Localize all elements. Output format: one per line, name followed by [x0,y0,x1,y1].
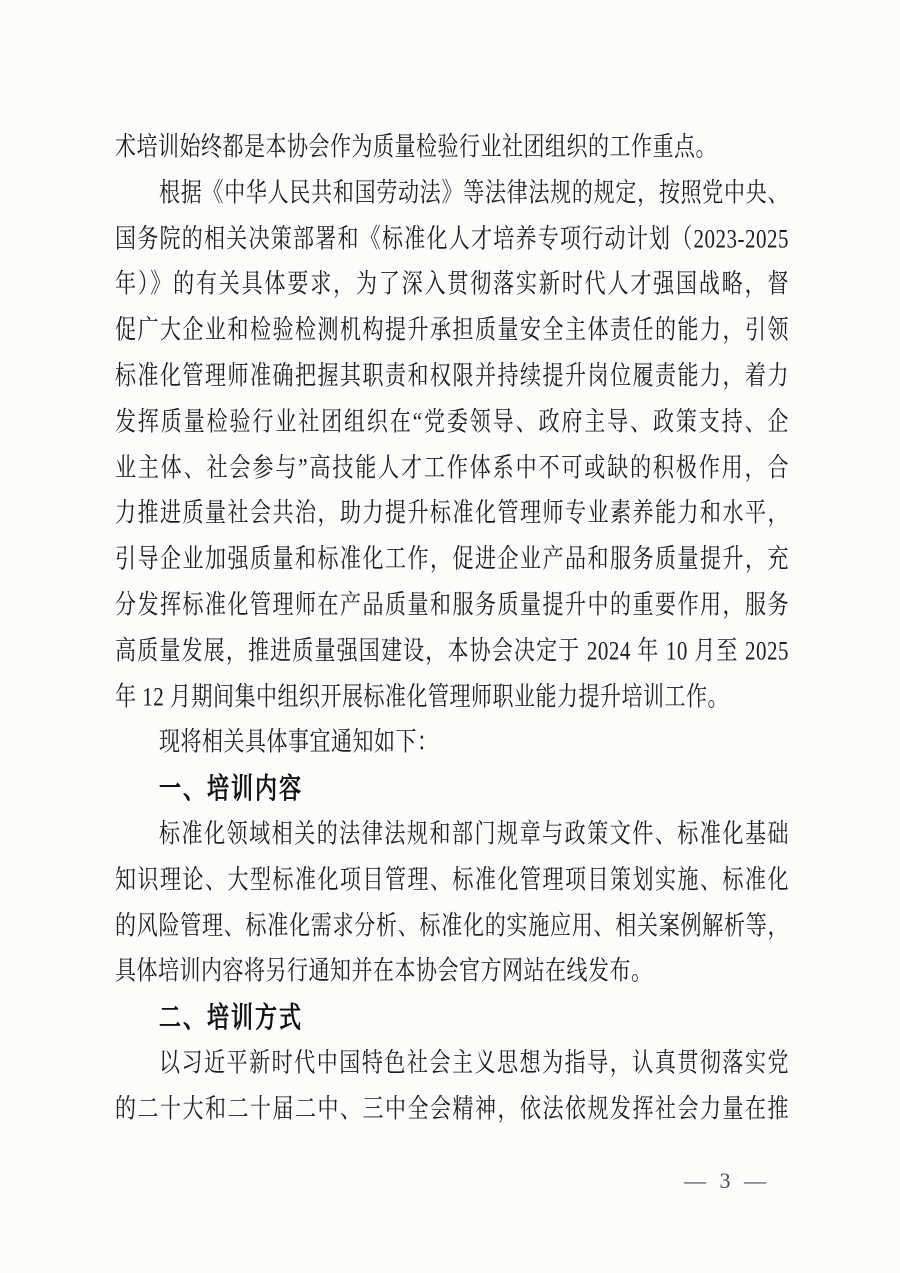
text-line: 分发挥标准化管理师在产品质量和服务质量提升中的重要作用，服务 [115,589,789,621]
text-line: 知识理论、大型标准化项目管理、标准化管理项目策划实施、标准化 [115,864,789,895]
text-line: 以习近平新时代中国特色社会主义思想为指导，认真贯彻落实党 [159,1047,789,1079]
section-heading: 二、培训方式 [159,1001,304,1034]
page-number: — 3 — [684,1168,770,1193]
text-line: 引导企业加强质量和标准化工作，促进企业产品和服务质量提升，充 [115,543,789,575]
document-body [115,125,789,1133]
text-line: 具体培训内容将另行通知并在本协会官方网站在线发布。 [115,955,653,987]
section-heading: 一、培训内容 [159,772,304,805]
text-line: 的二十大和二十届二中、三中全会精神，依法依规发挥社会力量在推 [115,1093,789,1124]
text-line: 现将相关具体事宜通知如下： [159,726,439,758]
text-line: 高质量发展，推进质量强国建设，本协会决定于 2024 年 10 月至 2025 [115,635,789,666]
text-line: 术培训始终都是本协会作为质量检验行业社团组织的工作重点。 [115,131,717,163]
text-line: 发挥质量检验行业社团组织在“党委领导、政府主导、政策支持、企 [115,406,789,437]
text-line: 力推进质量社会共治，助力提升标准化管理师专业素养能力和水平， [115,497,789,529]
text-line: 标准化管理师准确把握其职责和权限并持续提升岗位履责能力，着力 [115,360,789,392]
text-line: 的风险管理、标准化需求分析、标准化的实施应用、相关案例解析等， [115,909,789,941]
text-line: 年）》的有关具体要求，为了深入贯彻落实新时代人才强国战略，督 [115,268,789,300]
text-line: 促广大企业和检验检测机构提升承担质量安全主体责任的能力，引领 [115,314,789,346]
text-line: 标准化领域相关的法律法规和部门规章与政策文件、标准化基础 [159,818,789,850]
text-line: 业主体、社会参与”高技能人才工作体系中不可或缺的积极作用，合 [115,451,789,483]
text-line: 根据《中华人民共和国劳动法》等法律法规的规定，按照党中央、 [159,177,789,208]
text-line: 国务院的相关决策部署和《标准化人才培养专项行动计划（2023-2025 [115,222,789,254]
text-line: 年 12 月期间集中组织开展标准化管理师职业能力提升培训工作。 [115,680,729,712]
